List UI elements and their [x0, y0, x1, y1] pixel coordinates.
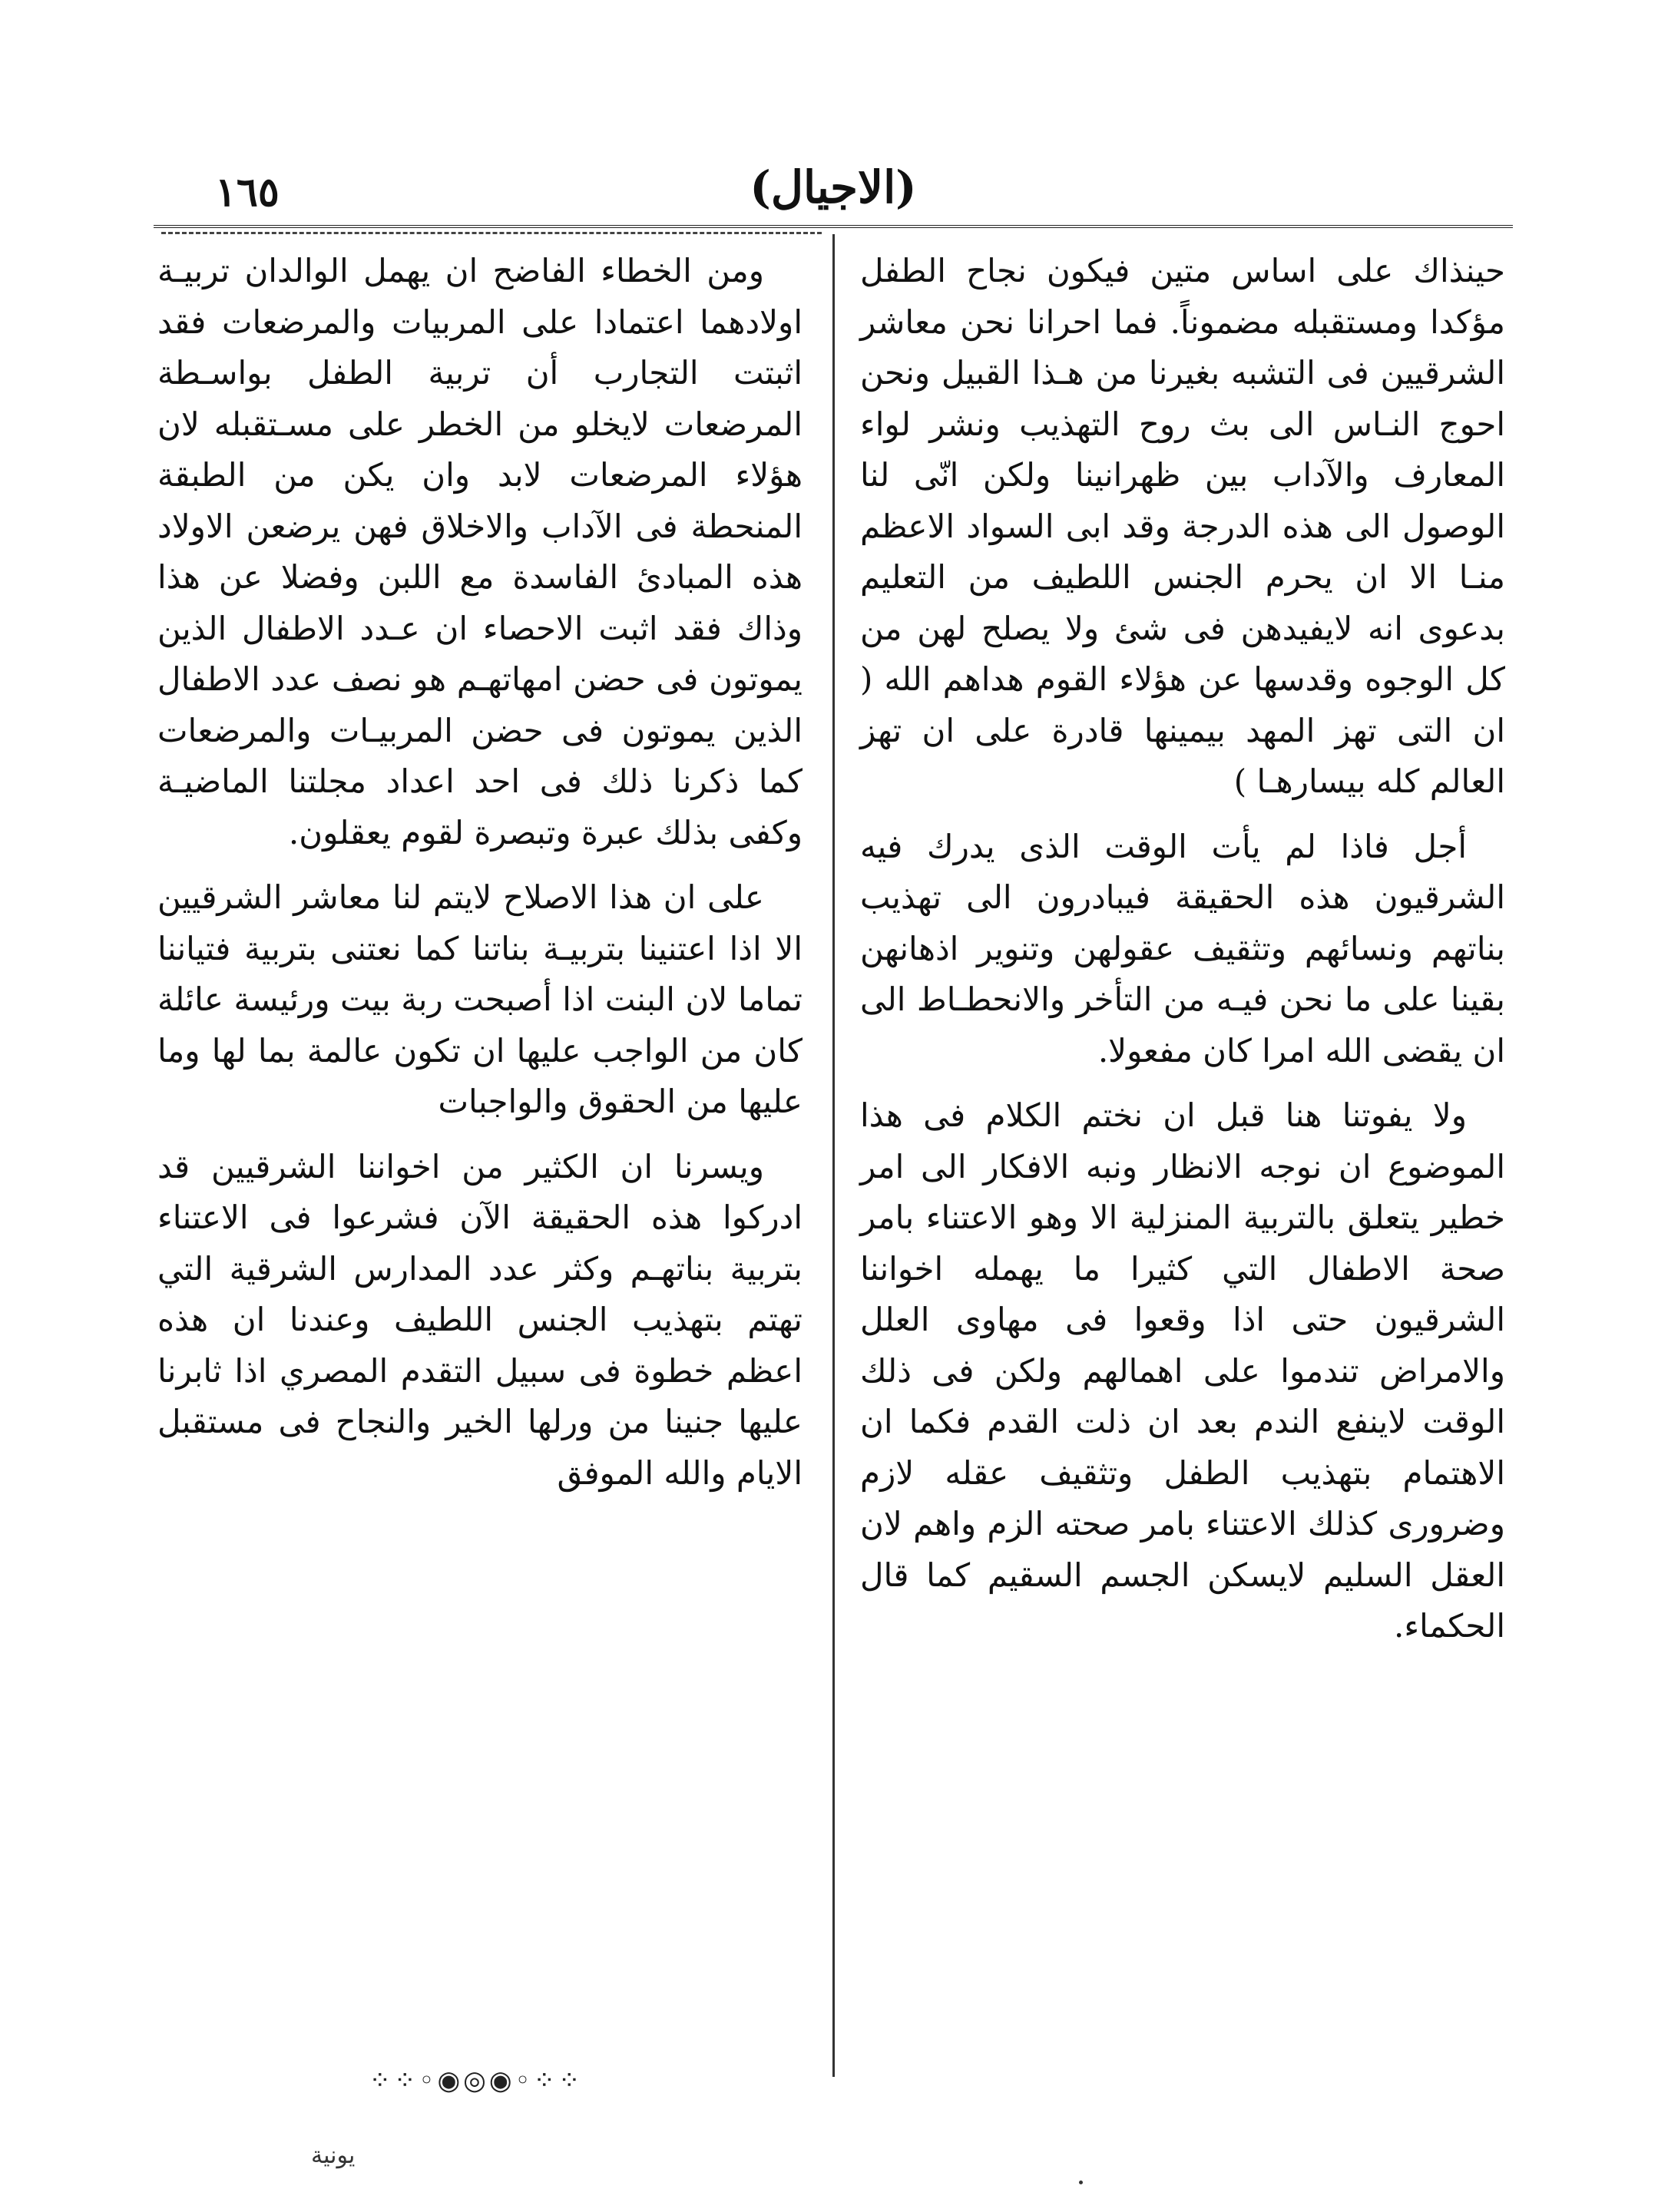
- journal-title: (الاجيال): [750, 161, 917, 213]
- left-column: [157, 246, 803, 1513]
- page-header: [154, 161, 1513, 223]
- header-rule: [154, 225, 1513, 228]
- left-paragraph-2: على ان هذا الاصلاح لايتم لنا معاشر الشرقيين الا اذا اعتنينا بتربيـة بناتنا كما نعتنى بتربية فتياننا تماما لان البنت اذا أصبحت ربة بيت ورئيسة عائلة كان من الواجب عليها ان تكون عالمة بما لها وما عليها من الحقوق والواجبات: [157, 878, 803, 1120]
- left-paragraph-3: ويسرنا ان الكثير من اخواننا الشرقيين قد ادركوا هذه الحقيقة الآن فشرعوا فى الاعتناء بتربية بناتهـم وكثر عدد المدارس الشرقية التي تهتم بتهذيب الجنس اللطيف وعندنا ان هذه اعظم خطوة فى سبيل التقدم المصري اذا ثابرنا عليها جنينا من ورلها الخير والنجاح فى مستقبل الايام والله الموفق: [157, 1147, 803, 1492]
- stray-dot: [1079, 2181, 1083, 2184]
- right-paragraph-2: أجل فاذا لم يأت الوقت الذى يدرك فيه الشرقيون هذه الحقيقة فيبادرون الى تهذيب بناتهم ونسائهم وتثقيف عقولهن وتنوير اذهانهن بقينا على ما نحن فيـه من التأخر والانحطـاط الى ان يقضى الله امرا كان مفعولا.: [860, 827, 1505, 1070]
- corner-mark: يونية: [311, 2142, 356, 2169]
- right-column: [860, 246, 1505, 1666]
- right-paragraph-3: ولا يفوتنا هنا قبل ان نختم الكلام فى هذا الموضوع ان نوجه الانظار ونبه الافكار الى امر خطير يتعلق بالتربية المنزلية الا وهو الاعتناء بامر صحة الاطفال التي كثيرا ما يهمله اخواننا الشرقيون حتى اذا وقعوا فى مهاوى العلل والامراض تندموا على اهمالهم ولكن فى ذلك الوقت لاينفع الندم بعد ان ذلت القدم فكما ان الاهتمام بتهذيب الطفل وتثقيف عقله لازم وضرورى كذلك الاعتناء بامر صحته الزم واهم لان العقل السليم لايسكن الجسم السقيم كما قال الحكماء.: [860, 1096, 1505, 1645]
- end-ornament: ⁘⁘◦◉◎◉◦⁘⁘: [369, 2065, 584, 2096]
- right-paragraph-1: حينذاك على اساس متين فيكون نجاح الطفل مؤكدا ومستقبله مضموناً. فما احرانا نحن معاشر الشرقيين فى التشبه بغيرنا من هـذا القبيل ونحن احوج النـاس الى بث روح التهذيب ونشر لواء المعارف والآداب بين ظهرانينا ولكن انّى لنا الوصول الى هذه الدرجة وقد ابى السواد الاعظم منـا الا ان يحرم الجنس اللطيف من التعليم بدعوى انه لايفيدهن فى شئ ولا يصلح لهن من كل الوجوه وقدسها عن هؤلاء القوم هداهم الله ( ان التى تهز المهد بيمينها قادرة على ان تهز العالم كله بيسارهـا ): [860, 252, 1505, 800]
- column-divider: [832, 234, 835, 2077]
- left-paragraph-1: ومن الخطاء الفاضح ان يهمل الوالدان تربيـة اولادهما اعتمادا على المربيات والمرضعات فقد اثبتت التجارب أن تربية الطفل بواسـطة المرضعات لايخلو من الخطر على مسـتقبله لان هؤلاء المرضعات لابد وان يكن من الطبقة المنحطة فى الآداب والاخلاق فهن يرضعن الاولاد هذه المبادئ الفاسدة مع اللبن وفضلا عن هذا وذاك فقد اثبت الاحصاء ان عـدد الاطفال الذين يموتون فى حضن امهاتهـم هو نصف عدد الاطفال الذين يموتون فى حضن المربيـات والمرضعات كما ذكرنا ذلك فى احد اعداد مجلتنا الماضيـة وكفى بذلك عبرة وتبصرة لقوم يعقلون.: [157, 252, 803, 851]
- page-number: ١٦٥: [215, 169, 280, 216]
- header-dotted-rule: [161, 232, 822, 234]
